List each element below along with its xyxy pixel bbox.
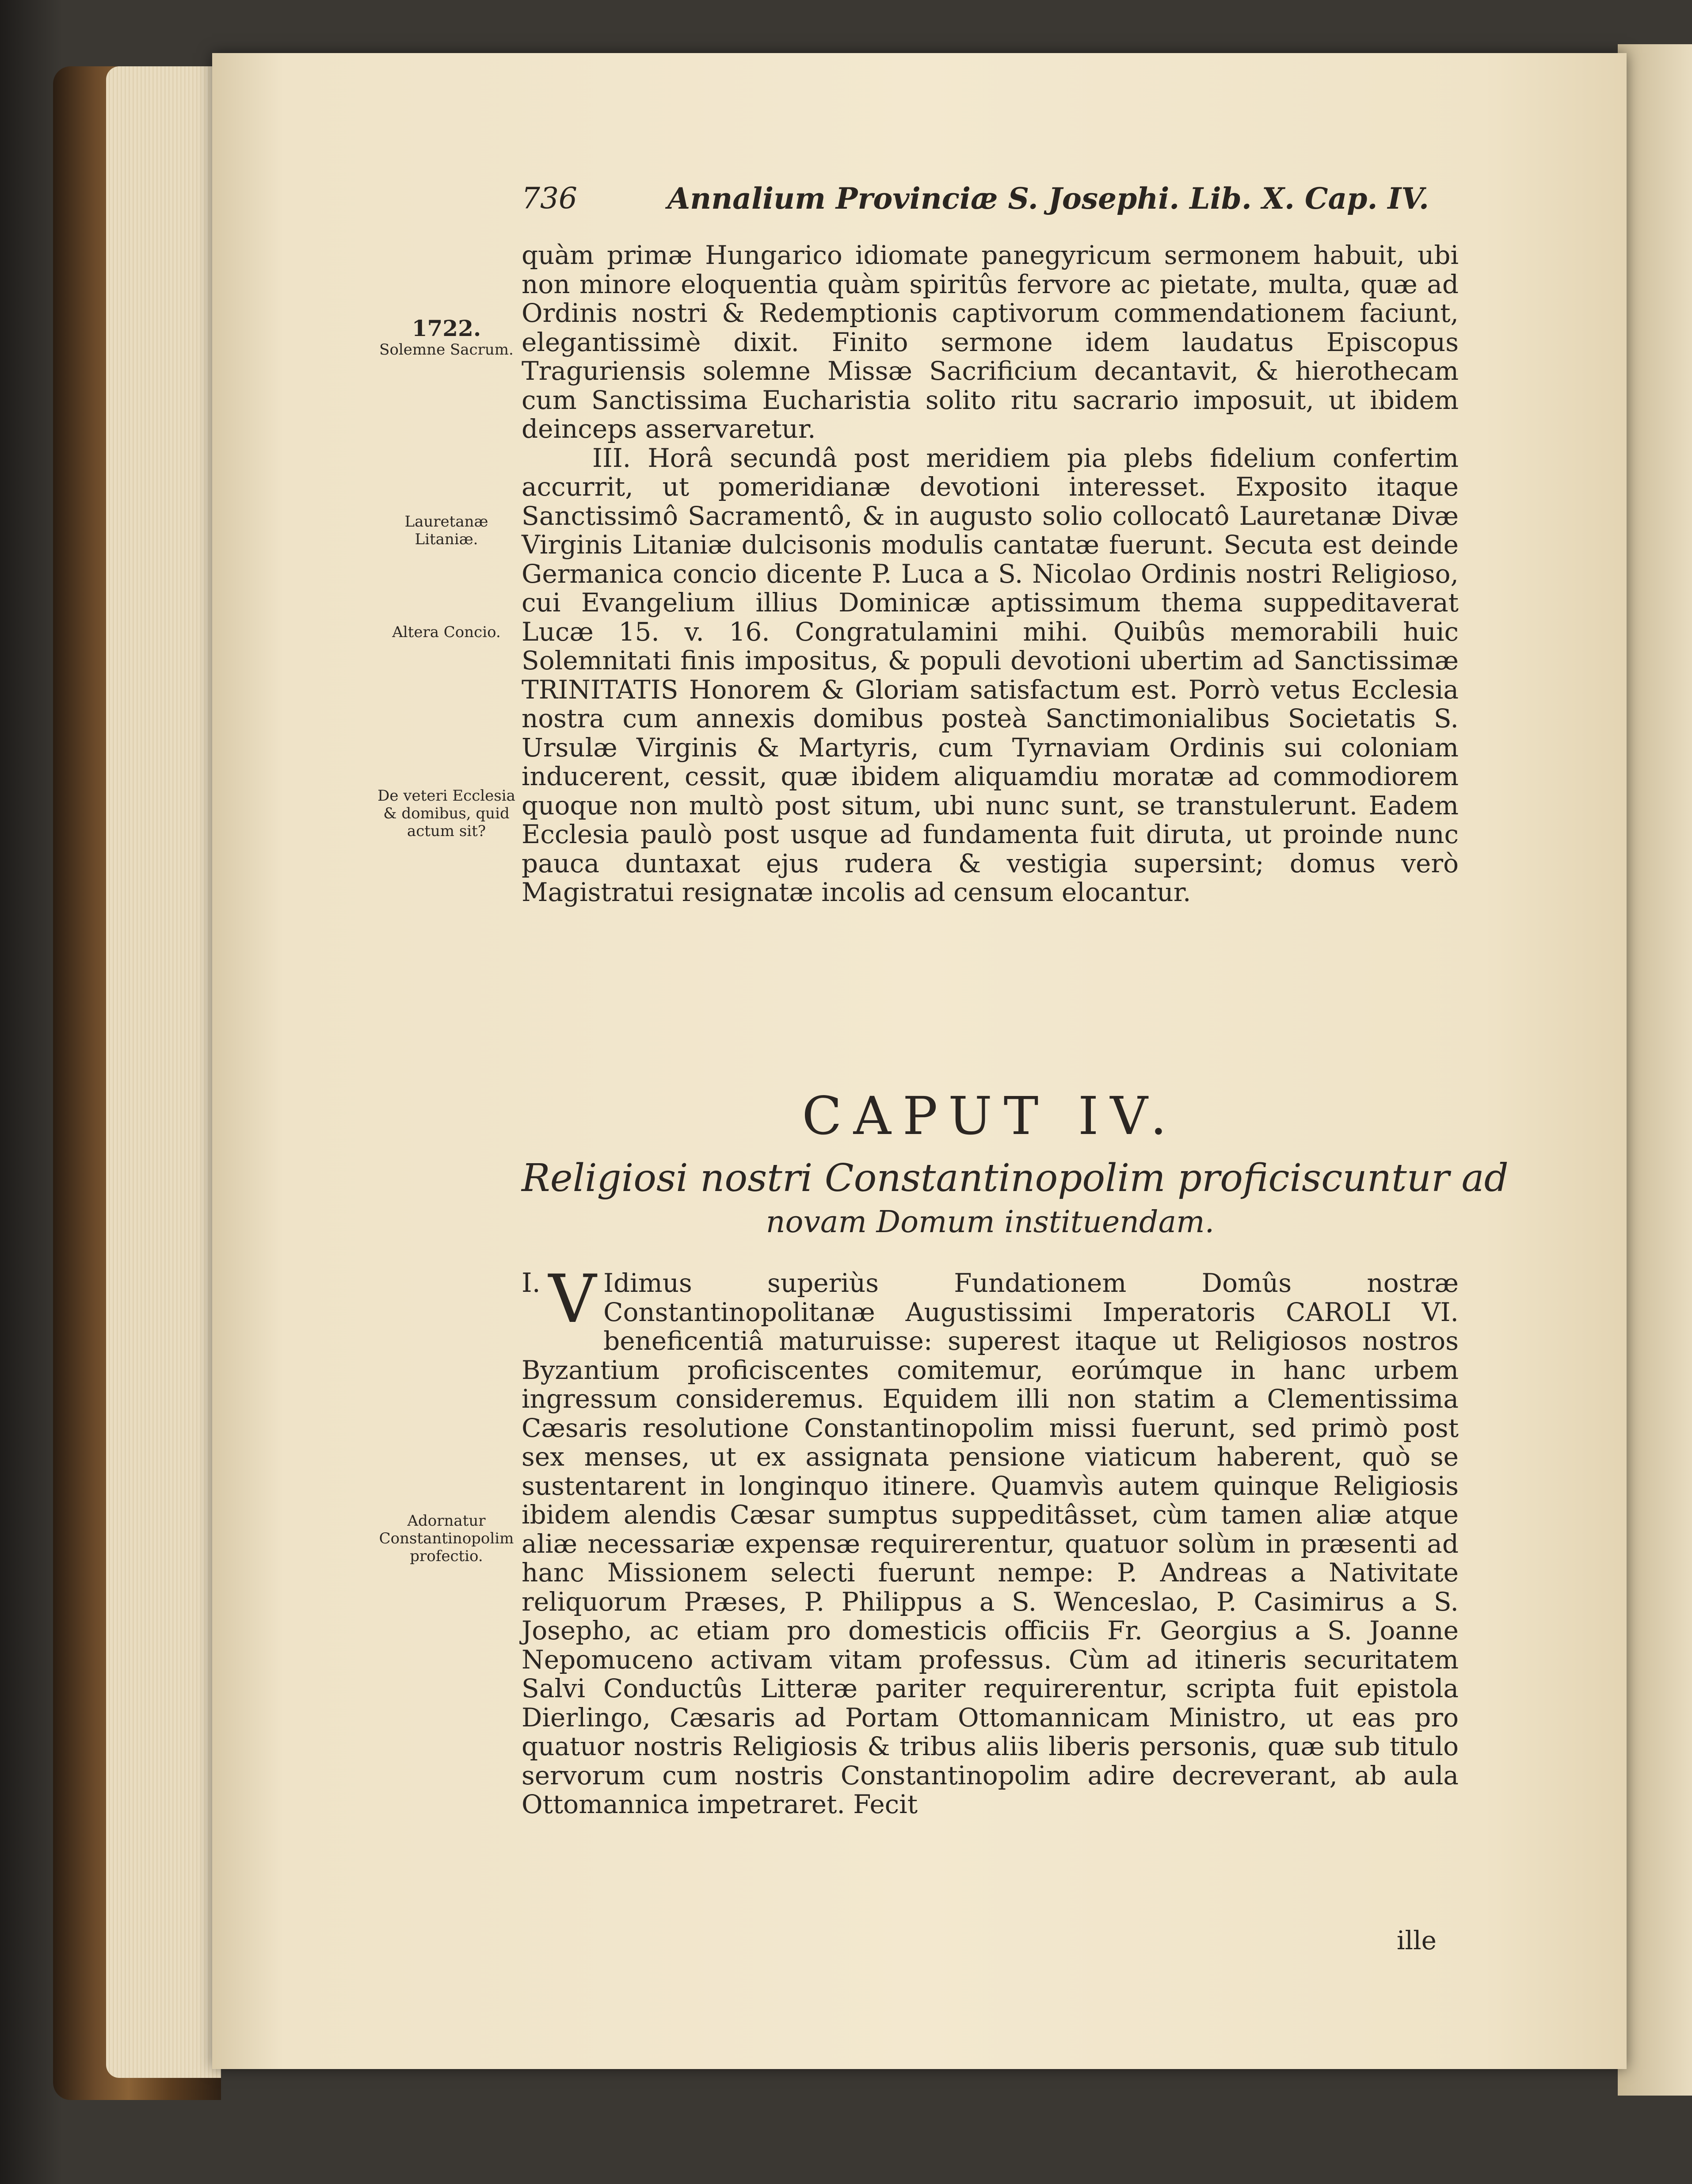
margin-note-lauretanae: Lauretanæ Litaniæ. (404, 513, 488, 548)
chapter-subtitle-line2: novam Domum instituendam. (766, 1205, 1215, 1240)
margin-note-year (376, 316, 517, 359)
catchword: ille (1397, 1925, 1437, 1955)
margin-note-solemne-sacrum: Solemne Sacrum. (379, 341, 514, 359)
section-number: I. (522, 1268, 541, 1298)
paragraph-1: quàm primæ Hungarico idiomate panegyricum sermonem habuit, ubi non minore eloquentia quàm spiritûs fervore ac pietate, multa, quæ ad Ordinis nostri & Redemptionis captivorum commendationem faciunt, elegantissimè dixit. Finito sermone idem laudatus Episcopus Traguriensis solemne Missæ Sacrificium decantavit, & hierothecam cum Sanctissima Eucharistia solito ritu sacrario imposuit, ut ibidem deinceps asservaretur. (522, 240, 1459, 444)
section-1-text: Idimus superiùs Fundationem Domûs nostræ Constantinopolitanæ Augustissimi Imperatoris CAROLI VI. beneficentiâ maturuisse: superest itaque ut Religiosos nostros Byzantium proficiscentes comitemur, eorúmque in hanc urbem ingressum consideremus. Equidem illi non statim a Clementissima Cæsaris resolutione Constantinopolim missi fuerunt, sed primò post sex menses, ut ex assignata pensione viaticum haberent, quò se sustentarent in longinquo itinere. Quamvìs autem quinque Religiosis ibidem alendis Cæsar sumptus suppeditâsset, cùm tamen aliæ atque aliæ necessariæ expensæ requirerentur, quatuor solùm in præsenti ad hanc Missionem selecti fuerunt nempe: P. Andreas a Nativitate reliquorum Præses, P. Philippus a S. Wenceslao, P. Casimirus a S. Josepho, ac etiam pro domesticis officiis Fr. Georgius a S. Joanne Nepomuceno activam vitam professus. Cùm ad itineris securitatem Salvi Conductûs Litteræ pariter requirerentur, scripta fuit epistola Dierlingo, Cæsaris ad Portam Ottomannicam Ministro, ut eas pro quatuor nostris Religiosis & tribus aliis liberis personis, quæ sub titulo servorum cum nostris Constantinopolim adire decreverant, ab aula Ottomannica impetraret. Fecit (522, 1268, 1459, 1819)
drop-cap: V (548, 1261, 597, 1338)
spine-shadow (0, 0, 62, 2184)
body-text (522, 241, 1459, 907)
chapter-title: CAPUT IV. (802, 1085, 1178, 1146)
margin-note-de-veteri-ecclesia: De veteri Ecclesia & domibus, quid actum sit? (377, 787, 515, 840)
page-header (522, 181, 1429, 221)
margin-note-altera-concio: Altera Concio. (392, 623, 501, 641)
paragraph-2: III. Horâ secundâ post meridiem pia plebs fidelium confertim accurrit, ut pomeridianæ devotioni interesset. Exposito itaque Sanctissimô Sacramentô, & in augusto solio collocatô Lauretanæ Divæ Virginis Litaniæ dulcisonis modulis cantatæ fuerunt. Secuta est deinde Germanica concio dicente P. Luca a S. Nicolao Ordinis nostri Religioso, cui Evangelium illius Dominicæ aptissimum thema suppeditaverat Lucæ 15. v. 16. Congratulamini mihi. Quibûs memorabili huic Solemnitati finis impositus, & populi devotioni ubertim ad Sanctissimæ TRINITATIS Honorem & Gloriam satisfactum est. Porrò vetus Ecclesia nostra cum annexis domibus posteà Sanctimonialibus Societatis S. Ursulæ Virginis & Martyris, cum Tyrnaviam Ordinis sui coloniam inducerent, cessit, quæ ibidem aliquamdiu moratæ ad commodiorem quoque non multò post situm, ubi nunc sunt, se transtulerunt. Eadem Ecclesia paulò post usque ad fundamenta fuit diruta, ut proinde nunc pauca duntaxat ejus rudera & vestigia supersint; domus verò Magistratui resignatæ incolis ad censum elocantur. (522, 443, 1459, 907)
margin-year: 1722. (412, 315, 481, 341)
page-number: 736 (522, 181, 577, 215)
chapter-subtitle-line1: Religiosi nostri Constantinopolim proficiscuntur ad (522, 1156, 1509, 1200)
margin-note-adornatur: Adornatur Constantinopolim profectio. (379, 1512, 514, 1565)
section-1 (522, 1261, 1459, 1819)
running-title: Annalium Provinciæ S. Josephi. Lib. X. Cap. IV. (667, 181, 1429, 216)
page-block-edge (106, 66, 221, 2078)
facing-page-edge (1618, 44, 1692, 2096)
